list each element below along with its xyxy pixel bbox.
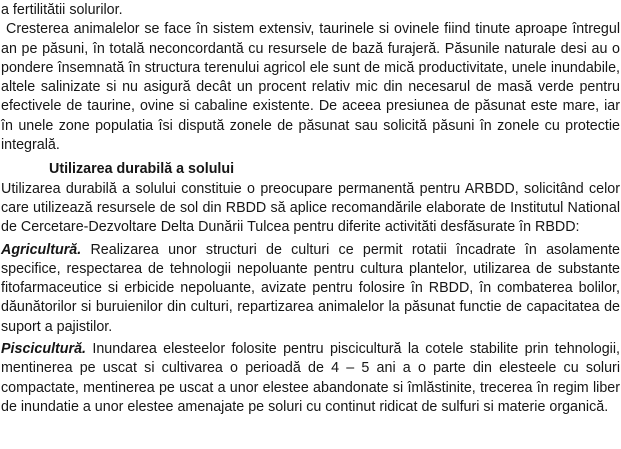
- pisciculture-lead-term: Piscicultură.: [1, 341, 87, 358]
- intro-fragment-line: a fertilitătii solurilor.: [1, 2, 123, 18]
- agriculture-lead-term: Agricultură.: [1, 241, 82, 258]
- section-heading-sustainable-soil-use: Utilizarea durabilă a solului: [49, 161, 235, 178]
- paragraph-agriculture: [1, 241, 620, 337]
- paragraph-livestock: Cresterea animalelor se face în sistem extensiv, taurinele si ovinele fiind tinute aproape întregul an pe păsuni, în totală neconcordantă cu resursele de bază furajeră. Păsunile naturale desi au o pondere însemnată în structura terenului agricol ele sunt de mică productivitate, unele inundabile, altele salinizate si nu asigură decât un procent relativ mic din necesarul de masă verde pentru efectivele de taurine, ovine si cabaline existente. De aceea presiunea de păsunat este mare, iar în unele zone populatia îsi dispută zonele de păsunat sau solicită păsuni în zonele cu protectie integrală.: [1, 21, 620, 154]
- agriculture-body-text: Realizarea unor structuri de culturi ce permit rotatii încadrate în asolamente specifice, respectarea de tehnologii nepoluante pentru cultura plantelor, utilizarea de substante fitofarmaceutice si erbicide nepoluante, avizate pentru folosire în RBDD, în combaterea bolilor, dăunătorilor si buruienilor din culturi, repartizarea animalelor la păsunat functie de capacitatea de suport a pajistilor.: [1, 241, 620, 335]
- paragraph-pisciculture: [1, 340, 620, 417]
- pisciculture-body-text: Inundarea elesteelor folosite pentru piscicultură la cotele stabilite prin tehnologii, mentinerea pe uscat si cultivarea o perioadă de 4 – 5 ani a o parte din elesteele cu soluri compactate, mentinerea pe uscat a unor elestee abandonate si îmlăstinite, trecerea în regim liber de inundatie a unor elestee amenajate pe soluri cu continut ridicat de sulfuri si materie organică.: [1, 341, 620, 415]
- paragraph-soil-use-intro: Utilizarea durabilă a solului constituie o preocupare permanentă pentru ARBDD, solicitând celor care utilizează resursele de sol din RBDD să aplice recomandările elaborate de Institutul National de Cercetare-Dezvoltare Delta Dunării Tulcea pentru diferite activităti desfăsurate în RBDD:: [1, 180, 620, 236]
